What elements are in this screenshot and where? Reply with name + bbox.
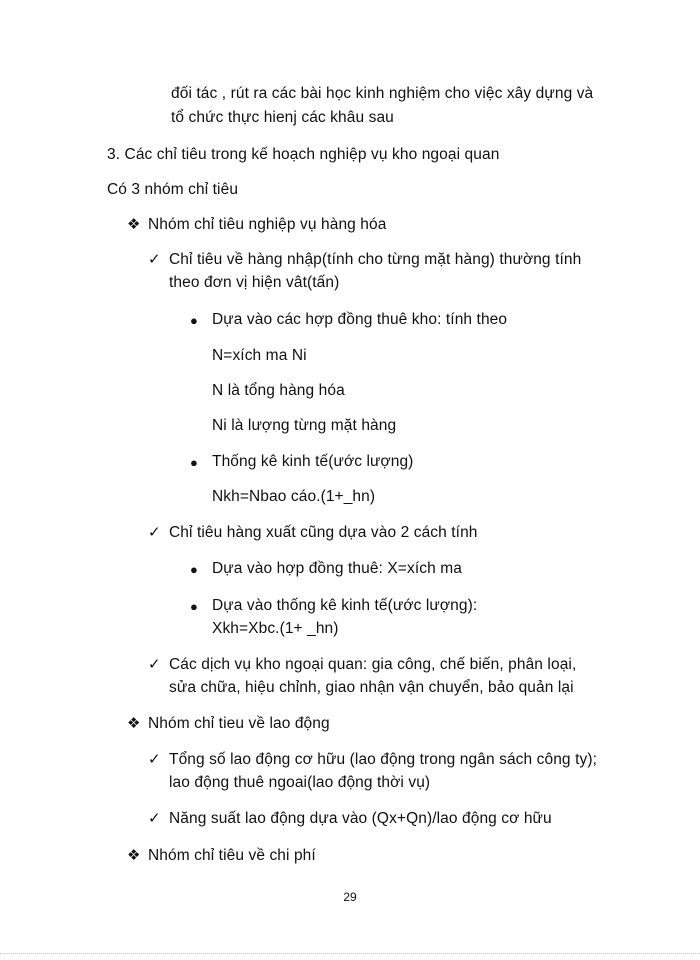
diamond-bullet-icon: ❖ [127,216,141,233]
text-line: tổ chức thực hienj các khâu sau [171,109,394,126]
bullet-icon: ● [190,599,198,614]
text-line: N là tổng hàng hóa [212,382,345,399]
text-line: Nkh=Nbao cáo.(1+_hn) [212,488,376,505]
diamond-bullet-icon: ❖ [127,715,141,732]
text-line: Tổng số lao động cơ hữu (lao động trong ngân sách công ty); [169,751,597,768]
diamond-bullet-icon: ❖ [127,847,141,864]
text-line: Dựa vào thống kê kinh tế(ước lượng): [212,597,478,614]
text-line: Chỉ tiêu hàng xuất cũng dựa vào 2 cách tính [169,524,478,541]
text-line: Dựa vào các hợp đồng thuê kho: tính theo [212,311,508,328]
text-line: N=xích ma Ni [212,347,307,364]
group-heading: Nhóm chỉ tiêu nghiệp vụ hàng hóa [148,216,387,233]
bullet-icon: ● [190,455,198,470]
text-line: Các dịch vụ kho ngoại quan: gia công, chế biến, phân loại, [169,656,577,673]
text-line: đối tác , rút ra các bài học kinh nghiệm cho việc xây dựng và [171,85,594,102]
text-line: Chỉ tiêu về hàng nhập(tính cho từng mặt hàng) thường tính [169,251,582,268]
checkmark-icon: ✓ [148,810,161,827]
page-number: 29 [343,890,357,904]
text-line: Có 3 nhóm chỉ tiêu [107,181,239,198]
page-bottom-divider [0,953,700,954]
text-line: Ni là lượng từng mặt hàng [212,417,397,434]
text-line: Thống kê kinh tế(ước lượng) [212,453,414,470]
group-heading: Nhóm chỉ tiêu về chi phí [148,847,316,864]
text-line: sửa chữa, hiệu chỉnh, giao nhận vận chuyển, bảo quản lại [169,679,574,696]
bullet-icon: ● [190,562,198,577]
text-line: Xkh=Xbc.(1+ _hn) [212,620,339,637]
group-heading: Nhóm chỉ tieu về lao động [148,715,330,732]
text-line: lao động thuê ngoai(lao động thời vụ) [169,774,431,791]
checkmark-icon: ✓ [148,251,161,268]
checkmark-icon: ✓ [148,524,161,541]
checkmark-icon: ✓ [148,656,161,673]
section-heading: 3. Các chỉ tiêu trong kế hoạch nghiệp vụ kho ngoại quan [107,146,500,163]
text-line: theo đơn vị hiện vât(tấn) [169,274,340,291]
text-line: Năng suất lao động dựa vào (Qx+Qn)/lao động cơ hữu [169,810,552,827]
text-line: Dựa vào hợp đồng thuê: X=xích ma [212,560,462,577]
bullet-icon: ● [190,313,198,328]
checkmark-icon: ✓ [148,751,161,768]
